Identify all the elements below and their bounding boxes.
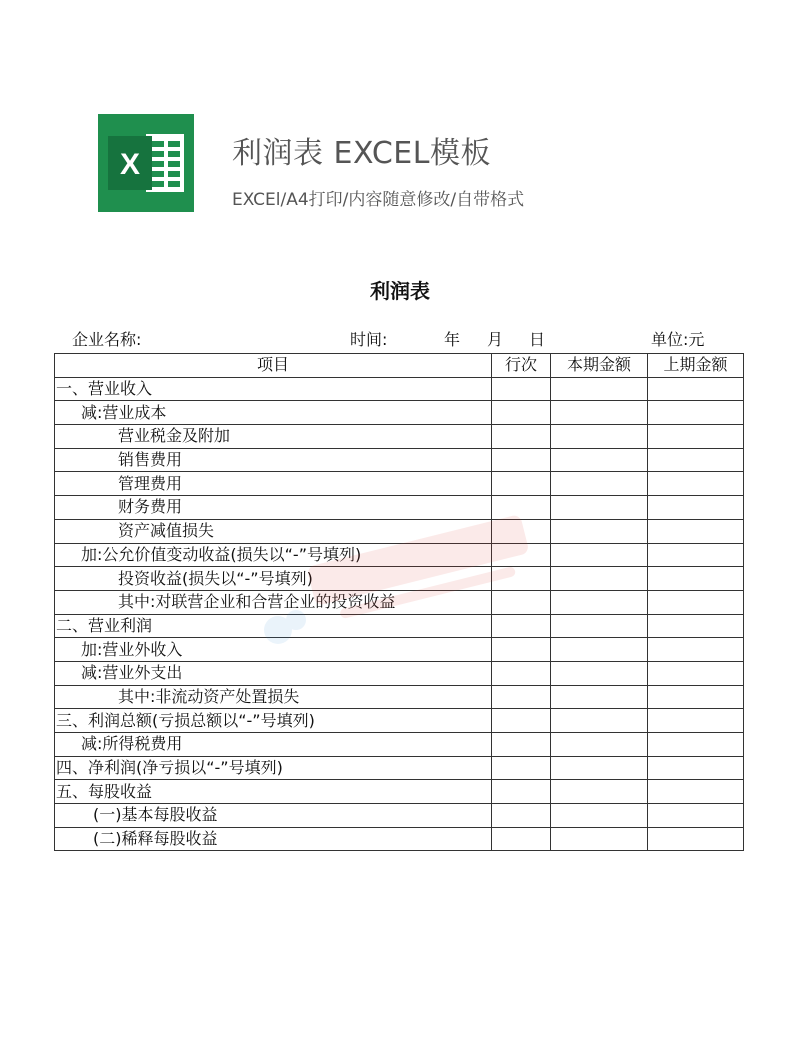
row-label: 减:营业成本 xyxy=(55,401,492,425)
current-amount-cell[interactable] xyxy=(551,638,648,662)
line-no-cell[interactable] xyxy=(492,614,551,638)
header-line-no: 行次 xyxy=(492,354,551,378)
row-label: 其中:非流动资产处置损失 xyxy=(55,685,492,709)
table-row xyxy=(55,377,744,401)
table-row xyxy=(55,780,744,804)
line-no-cell[interactable] xyxy=(492,685,551,709)
row-label: 投资收益(损失以“-”号填列) xyxy=(55,567,492,591)
line-no-cell[interactable] xyxy=(492,756,551,780)
prior-amount-cell[interactable] xyxy=(648,756,744,780)
current-amount-cell[interactable] xyxy=(551,733,648,757)
line-no-cell[interactable] xyxy=(492,827,551,851)
current-amount-cell[interactable] xyxy=(551,543,648,567)
unit-label: 单位:元 xyxy=(651,330,705,349)
line-no-cell[interactable] xyxy=(492,567,551,591)
current-amount-cell[interactable] xyxy=(551,709,648,733)
current-amount-cell[interactable] xyxy=(551,804,648,828)
line-no-cell[interactable] xyxy=(492,472,551,496)
row-label: 二、营业利润 xyxy=(55,614,492,638)
table-header-row xyxy=(55,354,744,378)
table-row xyxy=(55,827,744,851)
promo-subtitle: EXCEl/A4打印/内容随意修改/自带格式 xyxy=(232,190,525,210)
line-no-cell[interactable] xyxy=(492,543,551,567)
prior-amount-cell[interactable] xyxy=(648,780,744,804)
table-row xyxy=(55,519,744,543)
row-label: 加:公允价值变动收益(损失以“-”号填列) xyxy=(55,543,492,567)
prior-amount-cell[interactable] xyxy=(648,377,744,401)
row-label: 营业税金及附加 xyxy=(55,425,492,449)
row-label: 四、净利润(净亏损以“-”号填列) xyxy=(55,756,492,780)
prior-amount-cell[interactable] xyxy=(648,685,744,709)
month-label: 月 xyxy=(487,330,504,349)
current-amount-cell[interactable] xyxy=(551,827,648,851)
prior-amount-cell[interactable] xyxy=(648,804,744,828)
table-row xyxy=(55,425,744,449)
table-row xyxy=(55,638,744,662)
line-no-cell[interactable] xyxy=(492,709,551,733)
table-row xyxy=(55,661,744,685)
current-amount-cell[interactable] xyxy=(551,496,648,520)
line-no-cell[interactable] xyxy=(492,661,551,685)
row-label: 一、营业收入 xyxy=(55,377,492,401)
table-row xyxy=(55,685,744,709)
table-body xyxy=(55,377,744,851)
table-row xyxy=(55,804,744,828)
current-amount-cell[interactable] xyxy=(551,614,648,638)
row-label: (一)基本每股收益 xyxy=(55,804,492,828)
table-row xyxy=(55,756,744,780)
current-amount-cell[interactable] xyxy=(551,685,648,709)
prior-amount-cell[interactable] xyxy=(648,614,744,638)
line-no-cell[interactable] xyxy=(492,804,551,828)
company-label: 企业名称: xyxy=(72,330,142,349)
prior-amount-cell[interactable] xyxy=(648,496,744,520)
line-no-cell[interactable] xyxy=(492,448,551,472)
table-row xyxy=(55,472,744,496)
row-label: 销售费用 xyxy=(55,448,492,472)
logo-letter: X xyxy=(119,148,141,181)
table-row xyxy=(55,448,744,472)
prior-amount-cell[interactable] xyxy=(648,590,744,614)
current-amount-cell[interactable] xyxy=(551,448,648,472)
current-amount-cell[interactable] xyxy=(551,567,648,591)
current-amount-cell[interactable] xyxy=(551,401,648,425)
line-no-cell[interactable] xyxy=(492,425,551,449)
table-row xyxy=(55,543,744,567)
current-amount-cell[interactable] xyxy=(551,472,648,496)
prior-amount-cell[interactable] xyxy=(648,827,744,851)
row-label: 加:营业外收入 xyxy=(55,638,492,662)
row-label: 五、每股收益 xyxy=(55,780,492,804)
line-no-cell[interactable] xyxy=(492,780,551,804)
line-no-cell[interactable] xyxy=(492,401,551,425)
row-label: 财务费用 xyxy=(55,496,492,520)
year-label: 年 xyxy=(444,330,461,349)
prior-amount-cell[interactable] xyxy=(648,661,744,685)
current-amount-cell[interactable] xyxy=(551,590,648,614)
prior-amount-cell[interactable] xyxy=(648,709,744,733)
current-amount-cell[interactable] xyxy=(551,519,648,543)
prior-amount-cell[interactable] xyxy=(648,519,744,543)
table-row xyxy=(55,401,744,425)
table-row xyxy=(55,590,744,614)
line-no-cell[interactable] xyxy=(492,519,551,543)
income-statement-table xyxy=(54,353,744,851)
line-no-cell[interactable] xyxy=(492,496,551,520)
table-row xyxy=(55,496,744,520)
promo-title: 利润表 EXCEL模板 xyxy=(232,136,491,171)
time-label: 时间: xyxy=(350,330,388,349)
prior-amount-cell[interactable] xyxy=(648,567,744,591)
current-amount-cell[interactable] xyxy=(551,425,648,449)
current-amount-cell[interactable] xyxy=(551,661,648,685)
row-label: 三、利润总额(亏损总额以“-”号填列) xyxy=(55,709,492,733)
header-current-amount: 本期金额 xyxy=(551,354,648,378)
table-row xyxy=(55,614,744,638)
line-no-cell[interactable] xyxy=(492,590,551,614)
line-no-cell[interactable] xyxy=(492,377,551,401)
line-no-cell[interactable] xyxy=(492,638,551,662)
prior-amount-cell[interactable] xyxy=(648,472,744,496)
table-row xyxy=(55,733,744,757)
prior-amount-cell[interactable] xyxy=(648,543,744,567)
row-label: (二)稀释每股收益 xyxy=(55,827,492,851)
excel-logo-icon xyxy=(98,114,194,212)
prior-amount-cell[interactable] xyxy=(648,638,744,662)
current-amount-cell[interactable] xyxy=(551,377,648,401)
line-no-cell[interactable] xyxy=(492,733,551,757)
header-item: 项目 xyxy=(55,354,492,378)
prior-amount-cell[interactable] xyxy=(648,448,744,472)
table-row xyxy=(55,567,744,591)
row-label: 减:所得税费用 xyxy=(55,733,492,757)
row-label: 资产减值损失 xyxy=(55,519,492,543)
prior-amount-cell[interactable] xyxy=(648,401,744,425)
sheet-title: 利润表 xyxy=(370,279,430,303)
header-prior-amount: 上期金额 xyxy=(648,354,744,378)
row-label: 减:营业外支出 xyxy=(55,661,492,685)
current-amount-cell[interactable] xyxy=(551,780,648,804)
row-label: 管理费用 xyxy=(55,472,492,496)
current-amount-cell[interactable] xyxy=(551,756,648,780)
prior-amount-cell[interactable] xyxy=(648,425,744,449)
day-label: 日 xyxy=(529,330,546,349)
table-row xyxy=(55,709,744,733)
row-label: 其中:对联营企业和合营企业的投资收益 xyxy=(55,590,492,614)
prior-amount-cell[interactable] xyxy=(648,733,744,757)
